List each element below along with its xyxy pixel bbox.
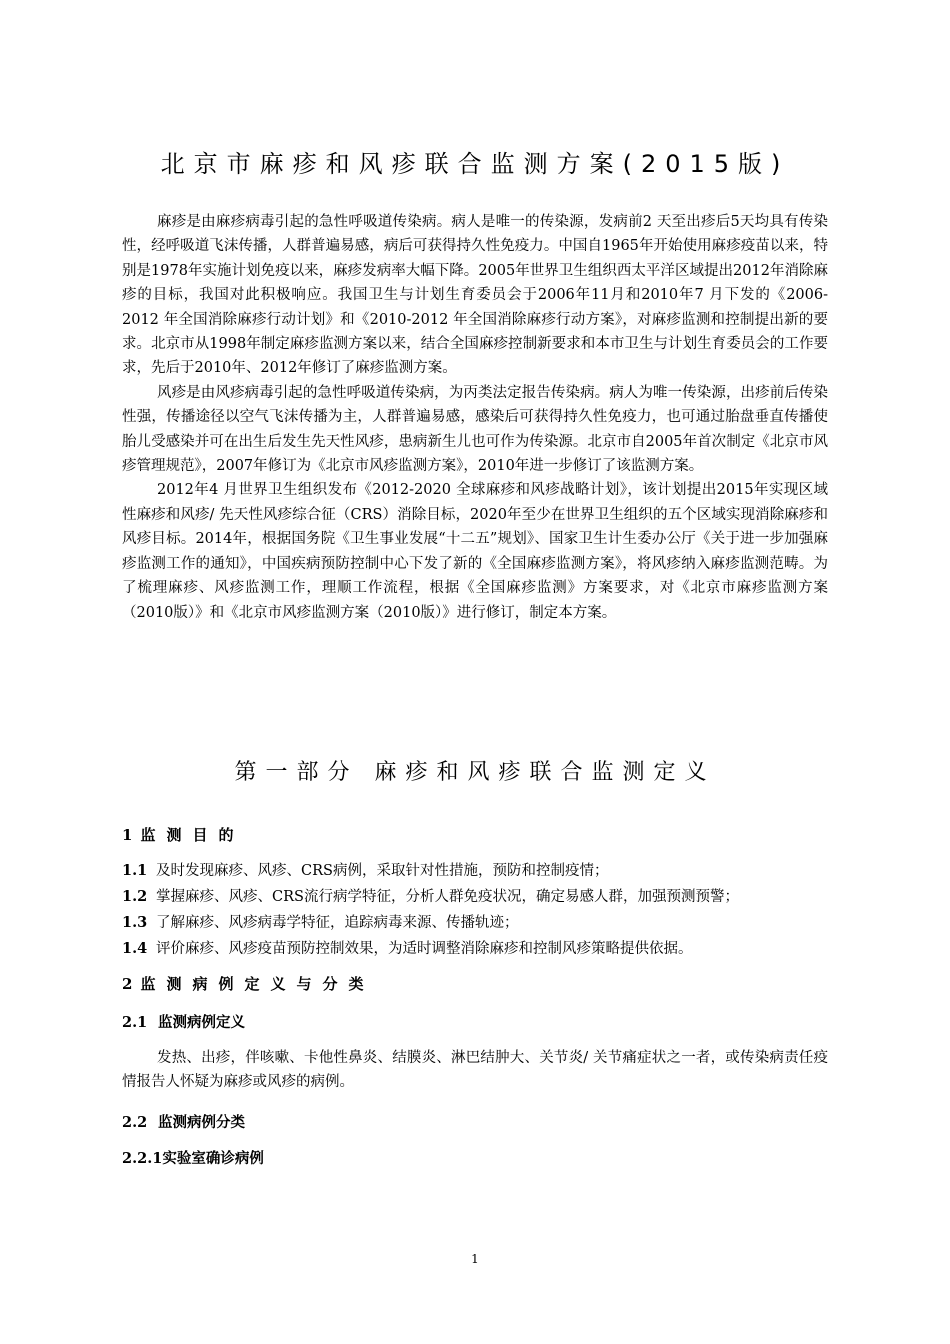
list-item (122, 884, 842, 910)
document-title: 北京市麻疹和风疹联合监测方案(2015版) (160, 150, 790, 178)
page-number: 1 (471, 1252, 479, 1266)
subsection-heading (122, 1012, 245, 1034)
item-text: 了解麻疹、风疹病毒学特征，追踪病毒来源、传播轨迹； (156, 915, 519, 931)
item-number: 1.3 (122, 914, 148, 931)
item-number: 1.4 (122, 940, 148, 957)
part-title: 第一部分 麻疹和风疹联合监测定义 (234, 760, 716, 785)
intro-paragraph: 麻疹是由麻疹病毒引起的急性呼吸道传染病。病人是唯一的传染源，发病前2 天至出疹后5天均具有传染性，经呼吸道飞沫传播，人群普遍易感，病后可获得持久性免疫力。中国自1965年开始使用麻疹疫苗以来，特别是1978年实施计划免疫以来，麻疹发病率大幅下降。2005年世界卫生组织西太平洋区域提出2012年消除麻疹的目标，我国对此积极响应。我国卫生与计划生育委员会于2006年11月和2010年7 月下发的《2006-2012 年全国消除麻疹行动计划》和《2010-2012 年全国消除麻疹行动方案》，对麻疹监测和控制提出新的要求。北京市从1998年制定麻疹监测方案以来，结合全国麻疹控制新要求和本市卫生与计划生育委员会的工作要求，先后于2010年、2012年修订了麻疹监测方案。 (122, 214, 828, 377)
item-text: 评价麻疹、风疹疫苗预防控制效果，为适时调整消除麻疹和控制风疹策略提供依据。 (156, 941, 693, 957)
intro-paragraph: 2012年4 月世界卫生组织发布《2012-2020 全球麻疹和风疹战略计划》，该计划提出2015年实现区域性麻疹和风疹/ 先天性风疹综合征（CRS）消除目标，2020年至少在世界卫生组织的五个区域实现消除麻疹和风疹目标。2014年，根据国务院《卫生事业发展“十二五”规划》、国家卫生计生委办公厅《关于进一步加强麻疹监测工作的通知》，中国疾病预防控制中心下发了新的《全国麻疹监测方案》，将风疹纳入麻疹监测范畴。为了梳理麻疹、风疹监测工作，理顺工作流程，根据《全国麻疹监测》方案要求，对《北京市麻疹监测方案（2010版）》和《北京市风疹监测方案（2010版）》进行修订，制定本方案。 (122, 482, 828, 621)
section-title: 监测病例定义与分类 (140, 975, 375, 993)
section-heading (122, 824, 244, 846)
subsection-title: 2.2.1实验室确诊病例 (122, 1150, 264, 1167)
item-text: 及时发现麻疹、风疹、CRS病例，采取针对性措施，预防和控制疫情； (156, 863, 609, 879)
section-number: 1 (122, 826, 133, 844)
subsection-title: 监测病例定义 (158, 1014, 245, 1031)
item-text: 掌握麻疹、风疹、CRS流行病学特征，分析人群免疫状况，确定易感人群，加强预测预警； (156, 889, 739, 905)
list-item (122, 910, 842, 936)
list-item (122, 858, 842, 884)
subsection-heading (122, 1112, 245, 1134)
definition-paragraph: 发热、出疹，伴咳嗽、卡他性鼻炎、结膜炎、淋巴结肿大、关节炎/ 关节痛症状之一者，或传染病责任疫情报告人怀疑为麻疹或风疹的病例。 (122, 1050, 828, 1091)
subsection-title: 监测病例分类 (158, 1114, 245, 1131)
subsection-number: 2.2 (122, 1114, 148, 1131)
subsection-number: 2.1 (122, 1014, 148, 1031)
list-item (122, 936, 842, 962)
subsection-heading (122, 1148, 264, 1170)
item-number: 1.1 (122, 862, 148, 879)
section-number: 2 (122, 975, 133, 993)
objectives-list (122, 858, 842, 962)
intro-section (122, 210, 828, 625)
section-title: 监测目的 (140, 826, 245, 844)
item-number: 1.2 (122, 888, 148, 905)
section-heading (122, 973, 374, 995)
intro-paragraph: 风疹是由风疹病毒引起的急性呼吸道传染病，为丙类法定报告传染病。病人为唯一传染源，出疹前后传染性强，传播途径以空气飞沫传播为主，人群普遍易感，感染后可获得持久性免疫力，也可通过胎盘垂直传播使胎儿受感染并可在出生后发生先天性风疹，患病新生儿也可作为传染源。北京市自2005年首次制定《北京市风疹管理规范》，2007年修订为《北京市风疹监测方案》，2010年进一步修订了该监测方案。 (122, 384, 828, 475)
definition-section (122, 1046, 828, 1095)
